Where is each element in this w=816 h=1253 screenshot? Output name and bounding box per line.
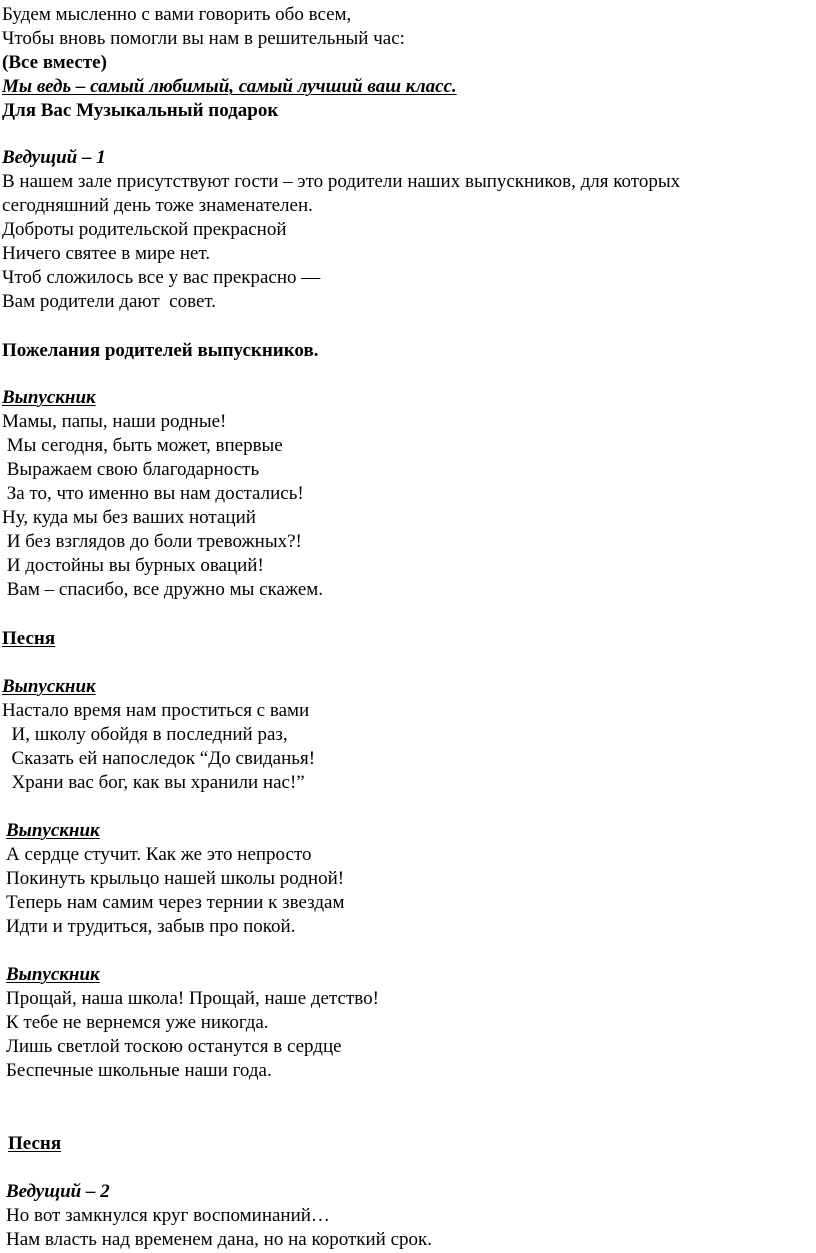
graduate1-line: Мамы, папы, наши родные! — [2, 411, 227, 432]
graduate1-line: За то, что именно вы нам достались! — [2, 483, 304, 504]
graduate1-line: Мы сегодня, быть может, впервые — [2, 435, 283, 456]
graduate1-line: Выражаем свою благодарность — [2, 459, 260, 480]
graduate2-line: Сказать ей напоследок “До свиданья! — [2, 748, 316, 769]
graduate3-line: А сердце стучит. Как же это непросто — [6, 844, 312, 865]
host1-line: Доброты родительской прекрасной — [2, 219, 287, 240]
graduate2-line: Храни вас бог, как вы хранили нас!” — [2, 772, 305, 793]
graduate2-line: Настало время нам проститься с вами — [2, 700, 310, 721]
host1-label: Ведущий – 1 — [2, 147, 106, 168]
graduate1-line: Вам – спасибо, все дружно мы скажем. — [2, 579, 324, 600]
graduate4-line: Лишь светлой тоскою останутся в сердце — [6, 1036, 342, 1057]
graduate4-label: Выпускник — [6, 964, 100, 985]
host2-label: Ведущий – 2 — [6, 1181, 110, 1202]
song-heading: Песня — [2, 628, 56, 649]
host2-line: Нам власть над временем дана, но на короткий срок. — [6, 1229, 432, 1250]
graduate1-line: Ну, куда мы без ваших нотаций — [2, 507, 256, 528]
music-gift-heading: Для Вас Музыкальный подарок — [2, 100, 279, 121]
graduate2-label: Выпускник — [2, 676, 96, 697]
graduate1-line: И достойны вы бурных оваций! — [2, 555, 264, 576]
graduate3-label: Выпускник — [6, 820, 100, 841]
parents-wishes-heading: Пожелания родителей выпускников. — [2, 340, 319, 361]
host1-line: Ничего святее в мире нет. — [2, 243, 211, 264]
graduate1-line: И без взглядов до боли тревожных?! — [2, 531, 302, 552]
host1-line: сегодняшний день тоже знаменателен. — [2, 195, 313, 216]
host2-line: Но вот замкнулся круг воспоминаний… — [6, 1205, 330, 1226]
graduate4-line: Беспечные школьные наши года. — [6, 1060, 272, 1081]
graduate4-line: К тебе не вернемся уже никогда. — [6, 1012, 269, 1033]
all-together-note: (Все вместе) — [2, 52, 107, 73]
graduate2-line: И, школу обойдя в последний раз, — [2, 724, 288, 745]
graduate1-label: Выпускник — [2, 387, 96, 408]
host1-line: В нашем зале присутствуют гости – это родители наших выпускников, для которых — [2, 171, 681, 192]
graduate4-line: Прощай, наша школа! Прощай, наше детство! — [6, 988, 379, 1009]
intro-line: Чтобы вновь помогли вы нам в решительный час: — [2, 28, 405, 49]
graduate3-line: Покинуть крыльцо нашей школы родной! — [6, 868, 345, 889]
class-line: Мы ведь – самый любимый, самый лучший ваш класс. — [2, 76, 457, 97]
song-heading: Песня — [8, 1133, 62, 1154]
graduate3-line: Теперь нам самим через тернии к звездам — [6, 892, 345, 913]
graduate3-line: Идти и трудиться, забыв про покой. — [6, 916, 296, 937]
host1-line: Чтоб сложилось все у вас прекрасно — — [2, 267, 321, 288]
host1-line: Вам родители дают совет. — [2, 291, 217, 312]
intro-line: Будем мысленно с вами говорить обо всем, — [2, 4, 352, 25]
